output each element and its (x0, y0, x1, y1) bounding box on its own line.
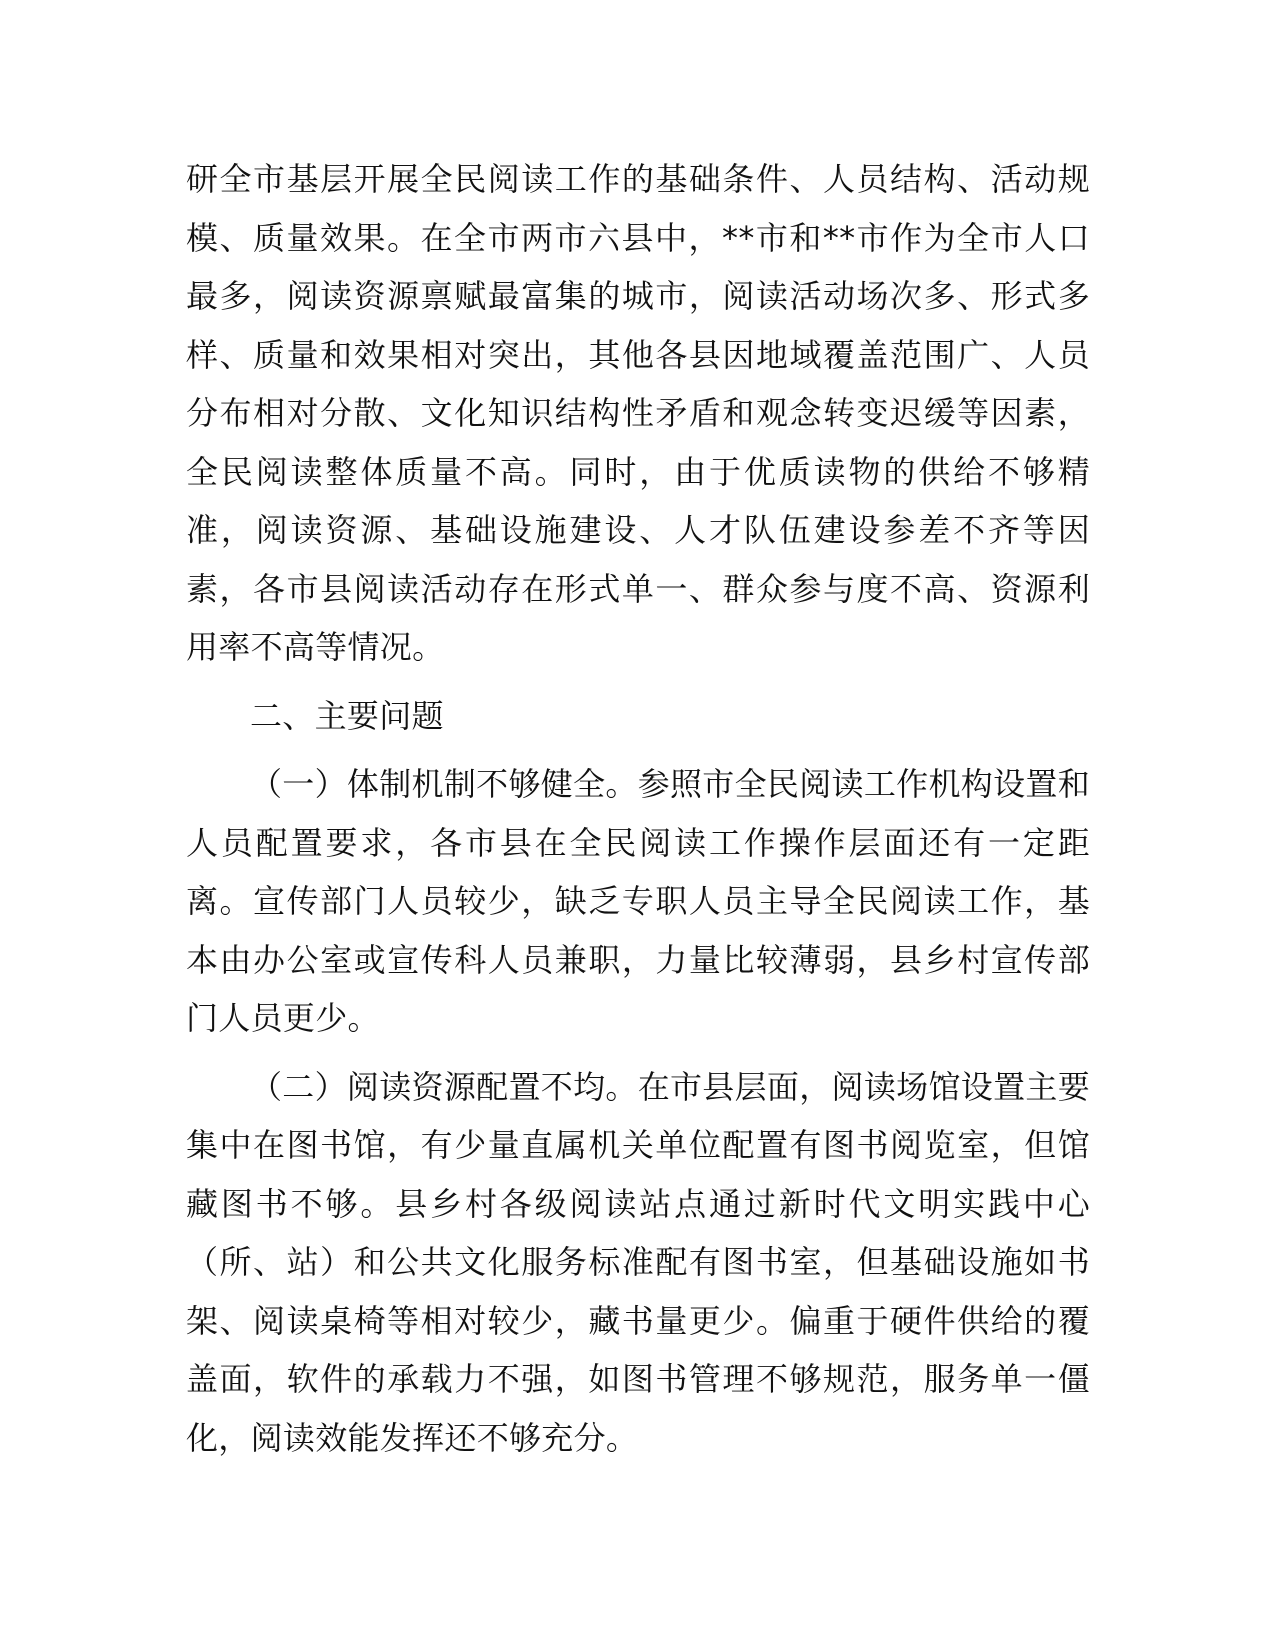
problem-item-2: （二）阅读资源配置不均。在市县层面，阅读场馆设置主要集中在图书馆，有少量直属机关单位配置有图书阅览室，但馆藏图书不够。县乡村各级阅读站点通过新时代文明实践中心（所、站）和公共文化服务标准配有图书室，但基础设施如书架、阅读桌椅等相对较少，藏书量更少。偏重于硬件供给的覆盖面，软件的承载力不强，如图书管理不够规范，服务单一僵化，阅读效能发挥还不够充分。 (186, 1067, 1090, 1457)
problem-item-1: （一）体制机制不够健全。参照市全民阅读工作机构设置和人员配置要求，各市县在全民阅读工作操作层面还有一定距离。宣传部门人员较少，缺乏专职人员主导全民阅读工作，基本由办公室或宣传科人员兼职，力量比较薄弱，县乡村宣传部门人员更少。 (186, 765, 1090, 1037)
document-body (186, 150, 1090, 1467)
continuation-paragraph: 研全市基层开展全民阅读工作的基础条件、人员结构、活动规模、质量效果。在全市两市六县中，**市和**市作为全市人口最多，阅读资源禀赋最富集的城市，阅读活动场次多、形式多样、质量和效果相对突出，其他各县因地域覆盖范围广、人员分布相对分散、文化知识结构性矛盾和观念转变迟缓等因素，全民阅读整体质量不高。同时，由于优质读物的供给不够精准，阅读资源、基础设施建设、人才队伍建设参差不齐等因素，各市县阅读活动存在形式单一、群众参与度不高、资源利用率不高等情况。 (186, 160, 1090, 666)
section-heading: 二、主要问题 (250, 696, 444, 735)
